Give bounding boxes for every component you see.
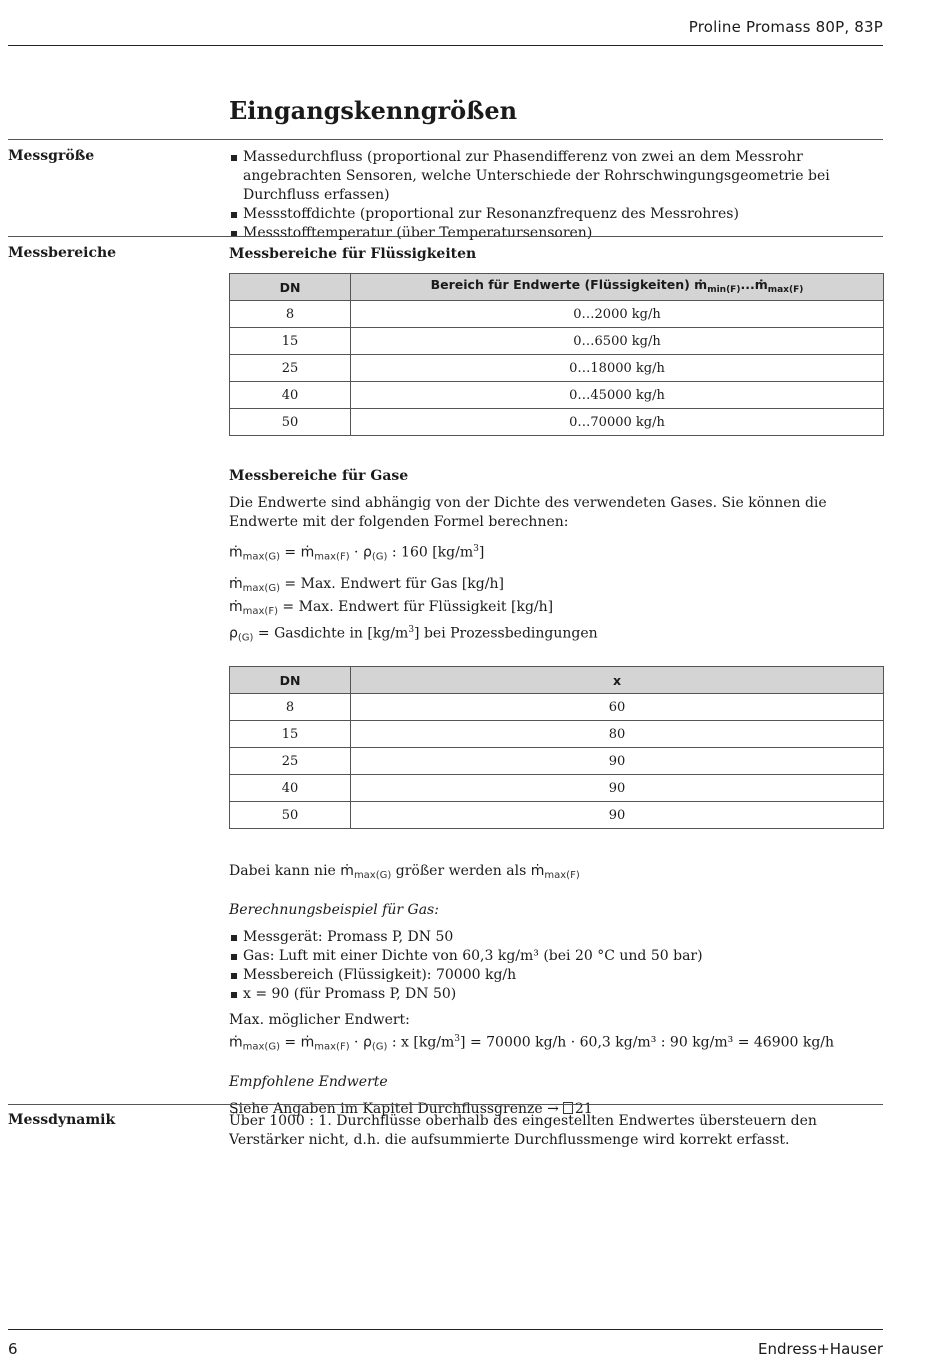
mdot-symbol: ṁ: [530, 863, 545, 880]
cell-dn: 8: [230, 301, 351, 328]
range-header-text: Bereich für Endwerte (Flüssigkeiten): [430, 276, 695, 292]
formula-sup: 3: [454, 1034, 461, 1045]
definition-mdot-max-f: [229, 598, 883, 621]
formula-tail: : x [kg/m: [387, 1034, 455, 1051]
mdot-symbol: ṁ: [229, 598, 243, 615]
table-row: [230, 301, 884, 328]
cell-dn: 15: [230, 328, 351, 355]
cell-range: 0…18000 kg/h: [351, 355, 884, 382]
footer-brand: Endress+Hauser: [758, 1340, 883, 1358]
max-endwert-formula: [229, 1030, 883, 1057]
cell-dn: 40: [230, 382, 351, 409]
rho-symbol: ρ: [362, 544, 372, 561]
table-row: [230, 409, 884, 436]
rho-symbol: ρ: [362, 1034, 372, 1051]
gases-heading: Messbereiche für Gase: [229, 468, 409, 484]
messdynamik-text: Über 1000 : 1. Durchflüsse oberhalb des eingestellten Endwertes übersteuern den Verstärker nicht, d.h. die aufsummierte Durchflussmenge wird korrekt erfasst.: [229, 1113, 817, 1148]
subscript-max-g: max(G): [242, 1041, 280, 1053]
page-title: Eingangskenngrößen: [229, 96, 518, 125]
definition-text: = Max. Endwert für Gas [kg/h]: [279, 575, 504, 592]
formula-rest: ] = 70000 kg/h · 60,3 kg/m³ : 90 kg/m³ = 46900 kg/h: [460, 1034, 835, 1051]
formula-tail: : 160 [kg/m: [387, 544, 474, 561]
definition-text: = Gasdichte in [kg/m: [253, 625, 409, 642]
column-header-range: [351, 274, 884, 301]
liquids-heading: Messbereiche für Flüssigkeiten: [229, 246, 477, 262]
example-heading: Berechnungsbeispiel für Gas:: [229, 902, 439, 919]
subscript-max-g: max(G): [242, 551, 280, 563]
mdot-symbol: ṁ: [340, 863, 354, 880]
cell-dn: 50: [230, 802, 351, 829]
header-title: Proline Promass 80P, 83P: [688, 18, 883, 36]
messgroesse-list: [229, 148, 883, 243]
list-item: Messstofftemperatur (über Temperatursensoren): [229, 224, 883, 243]
table-row: [230, 775, 884, 802]
messbereiche-content: [229, 245, 883, 1119]
gas-formula: [229, 540, 883, 567]
cell-x: 90: [351, 775, 884, 802]
list-item: x = 90 (für Promass P, DN 50): [229, 985, 883, 1004]
equals-sign: =: [279, 544, 301, 561]
cell-x: 60: [351, 694, 884, 721]
definition-rho-g: [229, 621, 883, 648]
list-item: Messgerät: Promass P, DN 50: [229, 928, 883, 947]
subscript-g: (G): [371, 551, 388, 563]
note-text: größer werden als: [391, 863, 531, 880]
table-row: [230, 328, 884, 355]
subscript-max-f: max(F): [767, 284, 804, 295]
list-item: Gas: Luft mit einer Dichte von 60,3 kg/m³ (bei 20 °C und 50 bar): [229, 947, 883, 966]
formula-sup: 3: [473, 544, 479, 554]
multiply-dot: ·: [349, 544, 363, 561]
cell-range: 0…70000 kg/h: [351, 409, 884, 436]
subscript-max-f: max(F): [314, 1041, 350, 1053]
subscript-max-g: max(G): [353, 870, 392, 882]
multiply-dot: ·: [349, 1034, 363, 1051]
messgroesse-content: [229, 148, 883, 243]
subscript-g: (G): [371, 1041, 388, 1053]
section-rule: [8, 139, 883, 140]
subscript-max-g: max(G): [242, 582, 280, 594]
cell-range: 0…6500 kg/h: [351, 328, 884, 355]
table-row: [230, 694, 884, 721]
cell-x: 90: [351, 748, 884, 775]
definition-text: = Max. Endwert für Flüssigkeit [kg/h]: [277, 598, 554, 615]
gases-table: [229, 666, 884, 829]
column-header-dn: DN: [230, 274, 351, 301]
footer-rule: [8, 1329, 883, 1330]
equals-sign: =: [279, 1034, 301, 1051]
section-label-messbereiche: Messbereiche: [8, 245, 117, 261]
definition-sup: 3: [408, 624, 415, 635]
table-row: [230, 382, 884, 409]
table-header-row: [230, 274, 884, 301]
header-rule: [8, 45, 883, 46]
column-header-x: x: [351, 667, 884, 694]
cell-x: 90: [351, 802, 884, 829]
cell-dn: 25: [230, 748, 351, 775]
definition-text: ] bei Prozessbedingungen: [414, 625, 598, 642]
section-rule: [8, 1104, 883, 1105]
subscript-g: (G): [237, 632, 254, 644]
mdot-symbol: ṁ: [694, 276, 708, 292]
note-line: [229, 862, 883, 885]
formula-definitions: [229, 575, 883, 648]
table-row: [230, 802, 884, 829]
column-header-dn: DN: [230, 667, 351, 694]
definition-mdot-max-g: [229, 575, 883, 598]
subscript-max-f: max(F): [242, 605, 278, 617]
rho-symbol: ρ: [229, 625, 238, 642]
page-number: 6: [8, 1340, 18, 1358]
mdot-symbol: ṁ: [300, 544, 315, 561]
mdot-symbol: ṁ: [229, 1034, 243, 1051]
table-row: [230, 721, 884, 748]
range-dots: ...: [740, 276, 755, 292]
section-label-messdynamik: Messdynamik: [8, 1112, 116, 1128]
example-list: [229, 928, 883, 1004]
recommended-page: 21: [574, 1100, 593, 1117]
list-item: Massedurchfluss (proportional zur Phasendifferenz von zwei an dem Messrohr angebrachten Sensoren, welche Unterschiede der Rohrschwingungsgeometrie bei Durchfluss erfassen): [229, 148, 883, 205]
cell-dn: 25: [230, 355, 351, 382]
subscript-min-f: min(F): [707, 284, 741, 295]
mdot-symbol: ṁ: [229, 544, 243, 561]
mdot-symbol: ṁ: [229, 575, 243, 592]
formula-close: ]: [478, 544, 485, 561]
section-label-messgroesse: Messgröße: [8, 148, 95, 164]
section-rule: [8, 236, 883, 237]
recommended-heading: Empfohlene Endwerte: [229, 1073, 388, 1090]
table-row: [230, 355, 884, 382]
max-endwert-label: Max. möglicher Endwert:: [229, 1012, 410, 1029]
mdot-symbol: ṁ: [754, 276, 768, 292]
cell-dn: 15: [230, 721, 351, 748]
cell-dn: 50: [230, 409, 351, 436]
cell-dn: 8: [230, 694, 351, 721]
subscript-max-f: max(F): [314, 551, 350, 563]
recommended-text: Siehe Angaben im Kapitel Durchflussgrenze →: [229, 1100, 559, 1117]
table-header-row: [230, 667, 884, 694]
cell-range: 0…45000 kg/h: [351, 382, 884, 409]
mdot-symbol: ṁ: [300, 1034, 315, 1051]
cell-dn: 40: [230, 775, 351, 802]
gases-intro: Die Endwerte sind abhängig von der Dichte des verwendeten Gases. Sie können die Endwerte mit der folgenden Formel berechnen:: [229, 495, 827, 530]
list-item: Messstoffdichte (proportional zur Resonanzfrequenz des Messrohres): [229, 205, 883, 224]
cell-x: 80: [351, 721, 884, 748]
cell-range: 0…2000 kg/h: [351, 301, 884, 328]
list-item: Messbereich (Flüssigkeit): 70000 kg/h: [229, 966, 883, 985]
subscript-max-f: max(F): [544, 870, 580, 882]
liquids-table: [229, 273, 884, 436]
note-text: Dabei kann nie: [229, 863, 341, 880]
table-row: [230, 748, 884, 775]
